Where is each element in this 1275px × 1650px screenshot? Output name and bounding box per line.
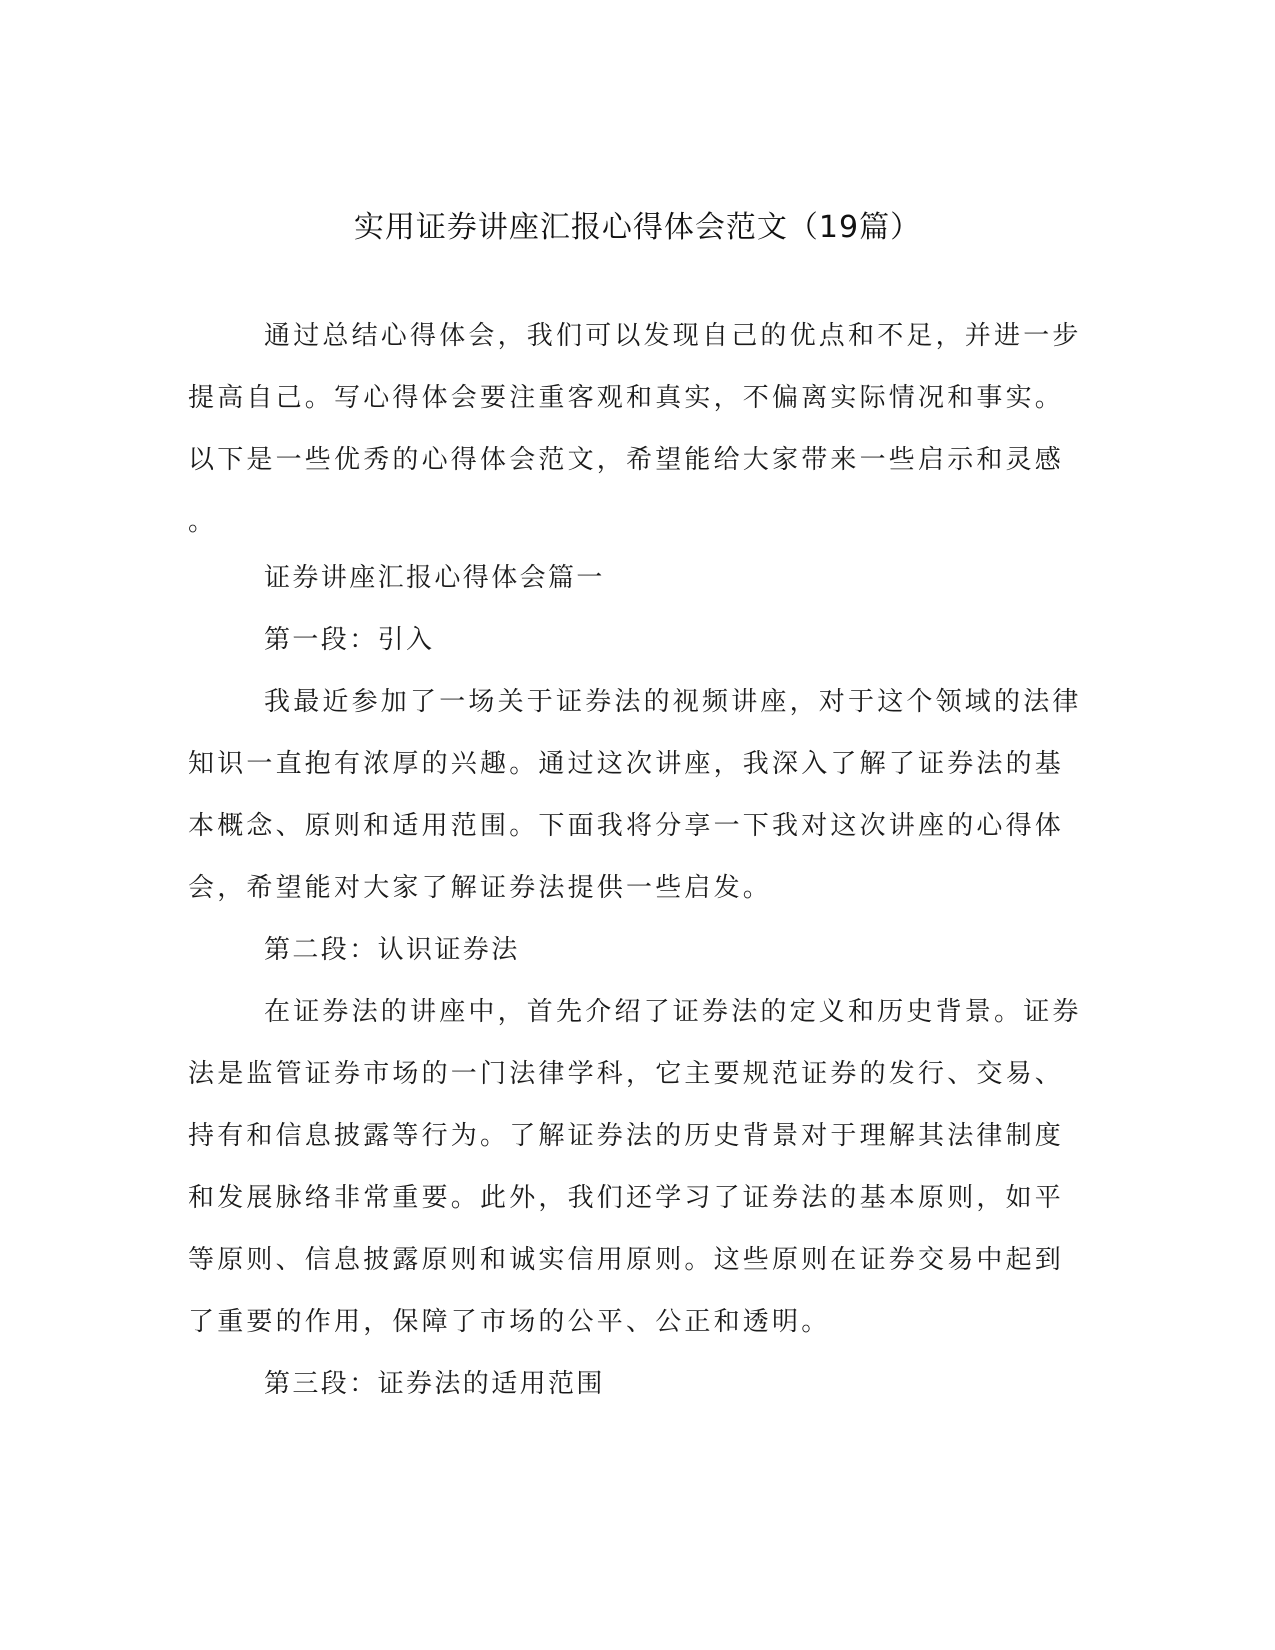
document-title: 实用证券讲座汇报心得体会范文（19篇）: [353, 210, 922, 245]
paragraph-line: 法是监管证券市场的一门法律学科，它主要规范证券的发行、交易、: [188, 1059, 1065, 1089]
paragraph-line: 我最近参加了一场关于证券法的视频讲座，对于这个领域的法律: [264, 687, 1082, 717]
paragraph-line: 了重要的作用，保障了市场的公平、公正和透明。: [188, 1307, 831, 1337]
document-body: [188, 321, 1082, 1431]
paragraph-line: 等原则、信息披露原则和诚实信用原则。这些原则在证券交易中起到: [188, 1245, 1065, 1275]
section-heading: 证券讲座汇报心得体会篇一: [264, 563, 605, 593]
section-heading: 第二段：认识证券法: [264, 935, 520, 965]
paragraph-line: 提高自己。写心得体会要注重客观和真实，不偏离实际情况和事实。: [188, 383, 1065, 413]
paragraph-line: 和发展脉络非常重要。此外，我们还学习了证券法的基本原则，如平: [188, 1183, 1065, 1213]
paragraph-line: 知识一直抱有浓厚的兴趣。通过这次讲座，我深入了解了证券法的基: [188, 749, 1065, 779]
section-heading: 第一段：引入: [264, 625, 435, 655]
paragraph-line: 。: [188, 507, 218, 537]
paragraph-line: 在证券法的讲座中，首先介绍了证券法的定义和历史背景。证券: [264, 997, 1082, 1027]
paragraph-line: 本概念、原则和适用范围。下面我将分享一下我对这次讲座的心得体: [188, 811, 1065, 841]
paragraph-line: 通过总结心得体会，我们可以发现自己的优点和不足，并进一步: [264, 321, 1082, 351]
section-heading: 第三段：证券法的适用范围: [264, 1369, 605, 1399]
paragraph-line: 持有和信息披露等行为。了解证券法的历史背景对于理解其法律制度: [188, 1121, 1065, 1151]
paragraph-line: 会，希望能对大家了解证券法提供一些启发。: [188, 873, 773, 903]
paragraph-line: 以下是一些优秀的心得体会范文，希望能给大家带来一些启示和灵感: [188, 445, 1065, 475]
